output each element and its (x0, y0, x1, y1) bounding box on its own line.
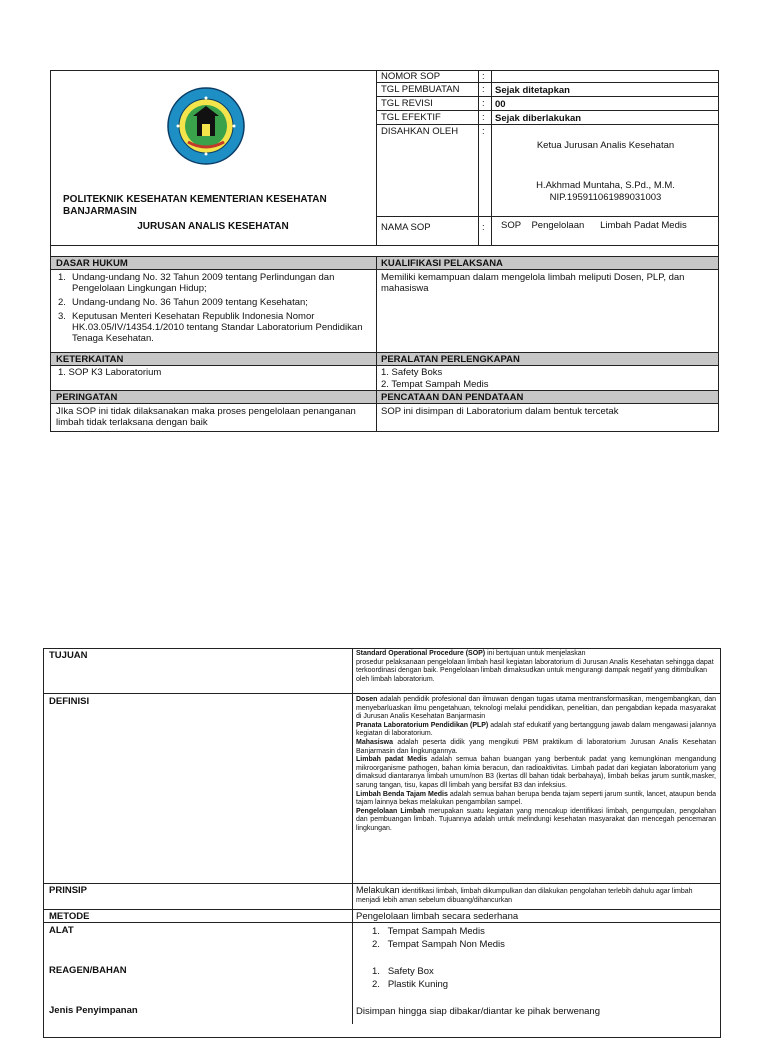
definition-entry: Limbah Benda Tajam Medis adalah semua bahan berupa benda tajam seperti jarum suntik, lancet, ataupun benda tajam lainnya bekas melakukan pengambilan sampel. (356, 790, 717, 807)
reagen-item: 1. Safety Box (372, 966, 434, 977)
disahkan-nip: NIP.195911061989031003 (549, 192, 662, 203)
dasar-hukum-header: DASAR HUKUM (56, 258, 128, 269)
logo-emblem-icon (166, 86, 246, 166)
definisi-text (356, 696, 716, 834)
institution-logo (166, 86, 246, 166)
tgl-pembuatan-label: TGL PEMBUATAN (381, 84, 460, 95)
nomor-sop-label: NOMOR SOP (381, 71, 441, 82)
nama-sop-value: SOP Pengelolaan Limbah Padat Medis (501, 220, 687, 231)
tgl-efektif-label: TGL EFEKTIF (381, 112, 441, 123)
disahkan-oleh-label: DISAHKAN OLEH (381, 126, 459, 137)
tujuan-label: TUJUAN (49, 650, 88, 661)
definition-entry: Limbah padat Medis adalah semua bahan buangan yang berbentuk padat yang kemungkinan mengandung mikroorganisme pathogen, bahan kimia beracun, dan radioaktivitas. Limbah padat dari kegiatan laboratorium yang dimaksud diantaranya limbah umum/non B3 (kertas dll bahan tidak berbahaya), limbah bekas jarum suntik,masker, sarung tangan, tisu, kapas dll limbah yang bersifat B3 dan infeksius. (356, 756, 716, 789)
tgl-efektif-value: Sejak diberlakukan (495, 113, 582, 124)
penyimpanan-label: Jenis Penyimpanan (49, 1005, 138, 1016)
dasar-hukum-list (54, 272, 372, 344)
alat-item: 2. Tempat Sampah Non Medis (372, 939, 505, 950)
pencatatan-header: PENCATAAN DAN PENDATAAN (381, 392, 524, 403)
keterkaitan-header: KETERKAITAN (56, 354, 124, 365)
penyimpanan-text: Disimpan hingga siap dibakar/diantar ke pihak berwenang (356, 1006, 600, 1017)
definition-entry: Mahasiswa adalah peserta didik yang mengikuti PBM praktikum di laboratorium Jurusan Analis Kesehatan Banjarmasin dan lingkungannya. (356, 738, 716, 755)
definition-entry: Pranata Laboratorium Pendidikan (PLP) adalah staf edukatif yang bertanggung jawab dalam mengawasi jalannya kegiatan di laboratorium. (356, 721, 717, 738)
alat-label: ALAT (49, 925, 74, 936)
peringatan-header: PERINGATAN (56, 392, 118, 403)
alat-item: 1. Tempat Sampah Medis (372, 926, 485, 937)
definition-entry: Pengelolaan Limbah merupakan suatu kegiatan yang mencakup identifikasi limbah, pengumpulan, pengolahan dan pembuangan limbah. Tujuannya adalah untuk melindungi kesehatan masyarakat dan mencegah pencemaran lingkungan. (356, 807, 716, 832)
tgl-pembuatan-value: Sejak ditetapkan (495, 85, 570, 96)
keterkaitan-text: 1. SOP K3 Laboratorium (58, 367, 162, 378)
list-item: 1. Undang-undang No. 32 Tahun 2009 tentang Perlindungan dan Pengelolaan Lingkungan Hidup; (58, 272, 335, 294)
peringatan-text: JIka SOP ini tidak dilaksanakan maka proses pengelolaan penanganan limbah tidak terlaksana dengan baik (56, 406, 356, 428)
prinsip-text: Melakukan identifikasi limbah, limbah dikumpulkan dan dilakukan pengolahan terlebih dahulu agar limbah menjadi lebih aman sebelum dibuang/dihancurkan (356, 885, 693, 904)
colon: : (482, 112, 485, 123)
nama-sop-label: NAMA SOP (381, 222, 431, 233)
institution-name-line2: BANJARMASIN (63, 206, 137, 217)
colon: : (482, 126, 485, 137)
colon: : (482, 98, 485, 109)
metode-text: Pengelolaan limbah secara sederhana (356, 911, 519, 922)
tgl-revisi-label: TGL REVISI (381, 98, 433, 109)
disahkan-name: H.Akhmad Muntaha, S.Pd., M.M. (536, 180, 675, 191)
peralatan-header: PERALATAN PERLENGKAPAN (381, 354, 520, 365)
peralatan-item: 1. Safety Boks (381, 367, 443, 378)
peralatan-item: 2. Tempat Sampah Medis (381, 379, 489, 390)
definisi-label: DEFINISI (49, 696, 90, 707)
colon: : (482, 84, 485, 95)
list-item: 2. Undang-undang No. 36 Tahun 2009 tentang Kesehatan; (58, 297, 308, 308)
kualifikasi-header: KUALIFIKASI PELAKSANA (381, 258, 503, 269)
colon: : (482, 222, 485, 233)
colon: : (482, 71, 485, 82)
reagen-item: 2. Plastik Kuning (372, 979, 449, 990)
pencatatan-text: SOP ini disimpan di Laboratorium dalam bentuk tercetak (381, 406, 619, 417)
tgl-revisi-value: 00 (495, 99, 506, 110)
list-item: 3. Keputusan Menteri Kesehatan Republik Indonesia Nomor HK.03.05/IV/14354.1/2010 tentang Standar Laboratorium Pendidikan Tenaga Kesehatan. (58, 311, 363, 344)
definition-entry: Dosen adalah pendidik profesional dan ilmuwan dengan tugas utama mentransformasikan, mengembangkan, dan menyebarluaskan ilmu pengetahuan, teknologi melalui pendidikan, penelitian, dan pengabdian kepada masyarakat di Jurusan Analis Kesehatan Banjarmasin (356, 696, 716, 721)
department-name: JURUSAN ANALIS KESEHATAN (137, 221, 289, 232)
kualifikasi-text: Memiliki kemampuan dalam mengelola limbah meliputi Dosen, PLP, dan mahasiswa (381, 272, 685, 294)
prinsip-label: PRINSIP (49, 885, 88, 896)
disahkan-title: Ketua Jurusan Analis Kesehatan (536, 140, 675, 151)
metode-label: METODE (49, 911, 90, 922)
institution-name-line1: POLITEKNIK KESEHATAN KEMENTERIAN KESEHATAN (63, 194, 327, 205)
reagen-label: REAGEN/BAHAN (49, 965, 127, 976)
tujuan-text: Standard Operational Procedure (SOP) ini bertujuan untuk menjelaskan prosedur pelaksanaan pengelolaan limbah hasil kegiatan laboratorium di Jurusan Analis Kesehatan sehingga dapat terkoordinasi dengan baik. Pengelolaan limbah dimaksudkan untuk mengurangi dampak negatif yang ditimbulkan oleh limbah laboratorium. (356, 650, 714, 683)
